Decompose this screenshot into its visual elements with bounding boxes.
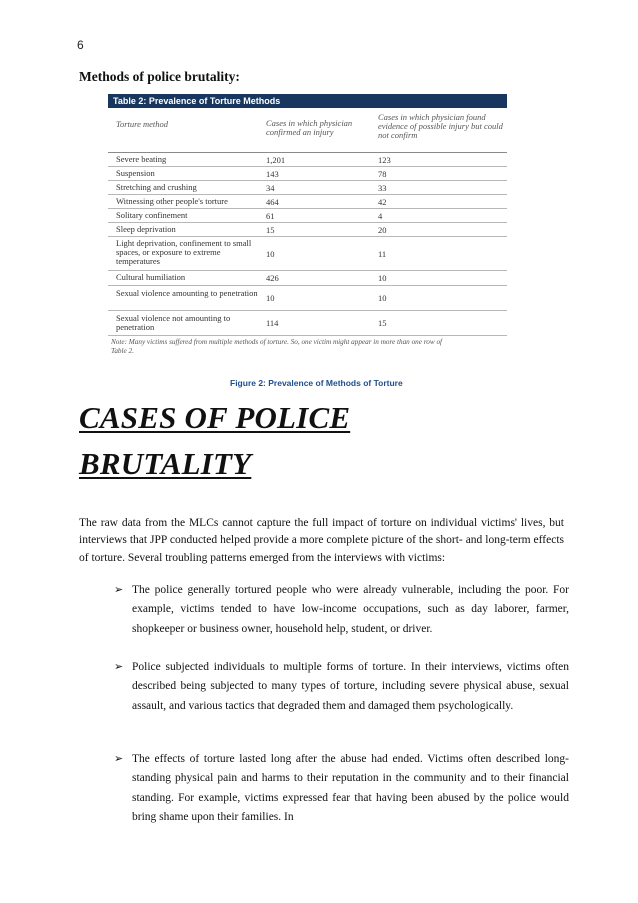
intro-paragraph: The raw data from the MLCs cannot capture the full impact of torture on individual victims' lives, but interviews that JPP conducted helped provide a more complete picture of the short- and long-term effects of torture. Several troubling patterns emerged from the interviews with victims: bbox=[79, 517, 564, 564]
cell-method: Suspension bbox=[116, 168, 155, 178]
figure-caption: Figure 2: Prevalence of Methods of Torture bbox=[230, 378, 403, 388]
arrow-bullet-icon: ➢ bbox=[114, 753, 124, 765]
cell-confirmed: 34 bbox=[266, 183, 275, 193]
cell-possible: 4 bbox=[378, 211, 383, 221]
table-row bbox=[108, 311, 507, 336]
table-row bbox=[108, 195, 507, 209]
column-header-confirmed: Cases in which physician confirmed an injury bbox=[266, 118, 353, 137]
cell-possible: 10 bbox=[378, 273, 387, 283]
bullet-text: Police subjected individuals to multiple forms of torture. In their interviews, victims often described being subjected to many types of torture, including severe physical abuse, sexual assault, and various tactics that degraded them and damaged them psychologically. bbox=[132, 661, 569, 712]
cases-title-line2: BRUTALITY bbox=[79, 446, 252, 481]
bullet-text: The police generally tortured people who were already vulnerable, including the poor. For example, victims tended to have low-income occupations, such as day laborer, farmer, shopkeeper or business owner, household help, student, or driver. bbox=[132, 584, 569, 635]
table-note: Note: Many victims suffered from multiple methods of torture. So, one victim might appear in more than one row of Table 2. bbox=[111, 338, 443, 355]
cell-method: Cultural humiliation bbox=[116, 272, 186, 282]
bullet-item bbox=[114, 750, 569, 827]
cell-method: Sexual violence amounting to penetration bbox=[116, 288, 258, 298]
cell-confirmed: 15 bbox=[266, 225, 275, 235]
page-number: 6 bbox=[77, 38, 84, 52]
torture-methods-table bbox=[108, 94, 507, 356]
cell-method: Witnessing other people's torture bbox=[116, 196, 228, 206]
arrow-bullet-icon: ➢ bbox=[114, 584, 124, 596]
cases-title-line1: CASES OF POLICE bbox=[79, 400, 351, 435]
column-header-method: Torture method bbox=[116, 119, 169, 129]
table-row bbox=[108, 237, 507, 271]
cell-method: Severe beating bbox=[116, 154, 167, 164]
table-row bbox=[108, 209, 507, 223]
section-heading: Methods of police brutality: bbox=[79, 69, 240, 84]
cell-confirmed: 426 bbox=[266, 273, 279, 283]
cell-possible: 78 bbox=[378, 169, 387, 179]
cell-confirmed: 464 bbox=[266, 197, 279, 207]
table-row bbox=[108, 223, 507, 237]
cell-confirmed: 61 bbox=[266, 211, 275, 221]
arrow-bullet-icon: ➢ bbox=[114, 661, 124, 673]
table-row bbox=[108, 167, 507, 181]
column-header-possible: Cases in which physician found evidence of possible injury but could not confirm bbox=[378, 112, 503, 140]
table-row bbox=[108, 286, 507, 311]
table-row bbox=[108, 153, 507, 167]
cell-method: Light deprivation, confinement to small spaces, or exposure to extreme temperatures bbox=[116, 238, 252, 266]
cell-possible: 11 bbox=[378, 249, 387, 259]
cell-confirmed: 10 bbox=[266, 293, 275, 303]
cell-confirmed: 143 bbox=[266, 169, 279, 179]
cell-possible: 42 bbox=[378, 197, 387, 207]
table-row bbox=[108, 181, 507, 195]
table-title: Table 2: Prevalence of Torture Methods bbox=[108, 94, 507, 108]
cell-method: Stretching and crushing bbox=[116, 182, 197, 192]
bullet-item bbox=[114, 658, 569, 716]
bullet-text: The effects of torture lasted long after the abuse had ended. Victims often described long-standing physical pain and harms to their reputation in the community and to their financial standing. For example, victims expressed fear that having been abused by the police would bring shame upon their families. In bbox=[132, 753, 569, 823]
cell-possible: 123 bbox=[378, 155, 391, 165]
cell-confirmed: 1,201 bbox=[266, 155, 286, 165]
cell-possible: 33 bbox=[378, 183, 387, 193]
cell-method: Solitary confinement bbox=[116, 210, 188, 220]
cell-method: Sexual violence not amounting to penetration bbox=[116, 313, 231, 332]
table-header bbox=[108, 108, 507, 153]
cell-possible: 20 bbox=[378, 225, 387, 235]
cell-possible: 15 bbox=[378, 318, 387, 328]
cell-method: Sleep deprivation bbox=[116, 224, 176, 234]
bullet-item bbox=[114, 581, 569, 639]
table-row bbox=[108, 271, 507, 286]
cell-confirmed: 114 bbox=[266, 318, 279, 328]
cell-confirmed: 10 bbox=[266, 249, 275, 259]
cell-possible: 10 bbox=[378, 293, 387, 303]
